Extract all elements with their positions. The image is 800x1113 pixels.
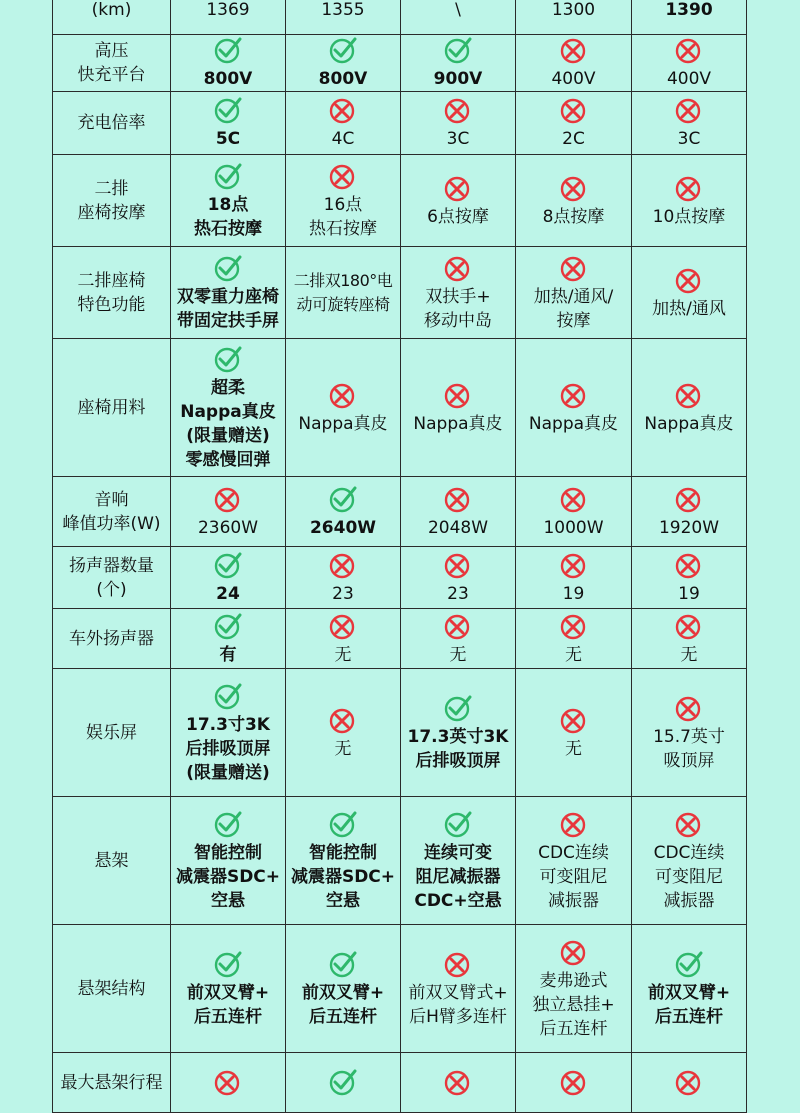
cell-text: 800V bbox=[318, 69, 368, 89]
cell-text: 智能控制 减震器SDC+ 空悬 bbox=[175, 842, 281, 911]
row-label bbox=[53, 669, 171, 797]
cell-text: 智能控制 减震器SDC+ 空悬 bbox=[290, 842, 396, 911]
table-cell bbox=[401, 669, 516, 797]
cell-text: 16点 热石按摩 bbox=[309, 194, 377, 239]
table-cell bbox=[632, 155, 747, 247]
table-cell bbox=[286, 35, 401, 92]
table-cell bbox=[171, 339, 286, 477]
cell-text: 1000W bbox=[543, 517, 604, 538]
cell-text: 2360W bbox=[197, 517, 259, 538]
table-cell bbox=[286, 339, 401, 477]
row-label bbox=[53, 547, 171, 609]
cell-text: 无 bbox=[565, 644, 582, 665]
check-icon bbox=[213, 809, 243, 839]
check-icon bbox=[213, 550, 243, 580]
cross-icon bbox=[443, 253, 473, 283]
cell-text: 800V bbox=[203, 69, 253, 89]
cell-text: 无 bbox=[565, 738, 582, 759]
row-label-text: 最大悬架行程 bbox=[60, 1072, 163, 1093]
cell-text: 前双叉臂+ 后五连杆 bbox=[647, 982, 731, 1027]
cell-text: 3C bbox=[677, 129, 701, 149]
table-cell bbox=[286, 155, 401, 247]
cross-icon bbox=[674, 809, 704, 839]
cross-icon bbox=[674, 1067, 704, 1097]
cross-icon bbox=[674, 693, 704, 723]
table-row bbox=[53, 247, 747, 339]
row-label-text: (km) bbox=[91, 0, 132, 20]
table-cell bbox=[632, 547, 747, 609]
cross-icon bbox=[674, 173, 704, 203]
table-cell bbox=[171, 797, 286, 925]
cell-text: 有 bbox=[219, 644, 237, 665]
cross-icon bbox=[328, 550, 358, 580]
table-row bbox=[53, 155, 747, 247]
table-cell bbox=[632, 925, 747, 1053]
row-label bbox=[53, 797, 171, 925]
table-cell bbox=[632, 609, 747, 669]
cell-text: 无 bbox=[334, 738, 352, 759]
table-cell bbox=[632, 1053, 747, 1113]
cell-text: 2C bbox=[562, 129, 585, 149]
cross-icon bbox=[559, 253, 589, 283]
table-cell bbox=[171, 155, 286, 247]
cell-text: 无 bbox=[334, 644, 352, 665]
table-row bbox=[53, 609, 747, 669]
table-cell bbox=[632, 0, 747, 35]
cell-text: Nappa真皮 bbox=[528, 413, 619, 434]
check-icon bbox=[213, 161, 243, 191]
table-cell bbox=[401, 477, 516, 547]
cross-icon bbox=[443, 380, 473, 410]
table-cell bbox=[171, 92, 286, 155]
table-cell bbox=[171, 0, 286, 35]
cell-text: CDC连续 可变阻尼 减振器 bbox=[538, 842, 609, 911]
table-cell bbox=[401, 609, 516, 669]
cell-text: Nappa真皮 bbox=[644, 413, 734, 434]
cross-icon bbox=[443, 95, 473, 125]
table-cell bbox=[401, 247, 516, 339]
table-cell bbox=[516, 247, 632, 339]
table-cell bbox=[516, 35, 632, 92]
table-cell bbox=[632, 247, 747, 339]
row-label-text: 悬架 bbox=[94, 850, 129, 871]
cross-icon bbox=[674, 380, 704, 410]
cell-text: 400V bbox=[666, 69, 712, 89]
cell-text: 1300 bbox=[551, 0, 596, 20]
table-cell bbox=[632, 669, 747, 797]
cell-text: 1369 bbox=[206, 0, 250, 20]
cell-text: 17.3英寸3K 后排吸顶屏 bbox=[407, 726, 509, 771]
table-cell bbox=[516, 155, 632, 247]
cross-icon bbox=[328, 705, 358, 735]
table-cell bbox=[516, 92, 632, 155]
table-row bbox=[53, 339, 747, 477]
cross-icon bbox=[328, 611, 358, 641]
cross-icon bbox=[559, 550, 589, 580]
cell-text: 无 bbox=[680, 644, 698, 665]
table-row bbox=[53, 925, 747, 1053]
row-label bbox=[53, 477, 171, 547]
table-cell bbox=[286, 925, 401, 1053]
cell-text: 双零重力座椅 带固定扶手屏 bbox=[177, 286, 279, 331]
row-label bbox=[53, 155, 171, 247]
table-cell bbox=[516, 797, 632, 925]
cross-icon bbox=[328, 380, 358, 410]
row-label-text: 扬声器数量 (个) bbox=[69, 555, 154, 600]
cross-icon bbox=[213, 484, 243, 514]
row-label bbox=[53, 247, 171, 339]
table-cell bbox=[401, 35, 516, 92]
table-cell bbox=[632, 477, 747, 547]
row-label-text: 车外扬声器 bbox=[69, 628, 154, 649]
cell-text: 18点 热石按摩 bbox=[194, 194, 262, 239]
table-cell bbox=[632, 797, 747, 925]
table-cell bbox=[286, 247, 401, 339]
table-cell bbox=[401, 925, 516, 1053]
row-label bbox=[53, 35, 171, 92]
check-icon bbox=[213, 611, 243, 641]
table-cell bbox=[632, 35, 747, 92]
cross-icon bbox=[674, 35, 704, 65]
table-cell bbox=[516, 339, 632, 477]
cell-text: 23 bbox=[447, 583, 469, 604]
cross-icon bbox=[559, 611, 589, 641]
check-icon bbox=[328, 809, 358, 839]
row-label-text: 悬架结构 bbox=[77, 978, 146, 999]
check-icon bbox=[213, 253, 243, 283]
cross-icon bbox=[674, 550, 704, 580]
cross-icon bbox=[328, 161, 358, 191]
cross-icon bbox=[674, 611, 704, 641]
cross-icon bbox=[443, 949, 473, 979]
cross-icon bbox=[559, 1067, 589, 1097]
table-cell bbox=[171, 35, 286, 92]
check-icon bbox=[443, 35, 473, 65]
cell-text: 双扶手+ 移动中岛 bbox=[424, 286, 492, 331]
table-cell bbox=[516, 669, 632, 797]
row-label bbox=[53, 339, 171, 477]
cell-text: Nappa真皮 bbox=[413, 413, 503, 434]
cell-text: 4C bbox=[331, 129, 355, 149]
table-cell bbox=[632, 92, 747, 155]
table-cell bbox=[516, 477, 632, 547]
cross-icon bbox=[328, 95, 358, 125]
cell-text: 麦弗逊式 独立悬挂+ 后五连杆 bbox=[532, 970, 615, 1039]
table-cell bbox=[171, 669, 286, 797]
table-row bbox=[53, 35, 747, 92]
check-icon bbox=[328, 35, 358, 65]
check-icon bbox=[674, 949, 704, 979]
check-icon bbox=[213, 35, 243, 65]
cell-text: Nappa真皮 bbox=[298, 413, 388, 434]
table-cell bbox=[401, 155, 516, 247]
cell-text: 前双叉臂+ 后五连杆 bbox=[186, 982, 270, 1027]
check-icon bbox=[328, 949, 358, 979]
row-label-text: 高压 快充平台 bbox=[77, 41, 146, 85]
table-cell bbox=[516, 609, 632, 669]
table-cell bbox=[286, 547, 401, 609]
cell-text: 前双叉臂式+ 后H臂多连杆 bbox=[408, 982, 508, 1027]
table-cell bbox=[286, 797, 401, 925]
table-row bbox=[53, 477, 747, 547]
comparison-table bbox=[52, 0, 747, 1113]
cell-text: 2640W bbox=[309, 517, 377, 538]
check-icon bbox=[213, 949, 243, 979]
cell-text: \ bbox=[455, 0, 461, 20]
row-label-text: 座椅用料 bbox=[77, 397, 146, 418]
cross-icon bbox=[674, 484, 704, 514]
check-icon bbox=[443, 693, 473, 723]
check-icon bbox=[443, 809, 473, 839]
table-cell bbox=[286, 609, 401, 669]
cross-icon bbox=[559, 380, 589, 410]
table-cell bbox=[171, 925, 286, 1053]
row-label bbox=[53, 925, 171, 1053]
cross-icon bbox=[443, 550, 473, 580]
cell-text: 加热/通风 bbox=[652, 298, 726, 319]
table-cell bbox=[401, 547, 516, 609]
check-icon bbox=[213, 681, 243, 711]
row-label-text: 二排 座椅按摩 bbox=[77, 178, 146, 223]
row-label bbox=[53, 609, 171, 669]
table-cell bbox=[286, 92, 401, 155]
table-cell bbox=[516, 925, 632, 1053]
cell-text: 1920W bbox=[658, 517, 720, 538]
table-row bbox=[53, 547, 747, 609]
cell-text: 900V bbox=[433, 69, 483, 89]
table-row bbox=[53, 1053, 747, 1113]
table-cell bbox=[401, 339, 516, 477]
cell-text: CDC连续 可变阻尼 减振器 bbox=[653, 842, 725, 911]
check-icon bbox=[328, 484, 358, 514]
cross-icon bbox=[213, 1067, 243, 1097]
row-label-text: 音响 峰值功率(W) bbox=[62, 489, 161, 534]
cross-icon bbox=[443, 173, 473, 203]
cell-text: 二排双180°电 动可旋转座椅 bbox=[293, 270, 393, 314]
table-cell bbox=[171, 547, 286, 609]
cell-text: 15.7英寸 吸顶屏 bbox=[653, 726, 725, 771]
table-cell bbox=[516, 1053, 632, 1113]
cross-icon bbox=[559, 809, 589, 839]
table-cell bbox=[401, 797, 516, 925]
table-cell bbox=[401, 0, 516, 35]
check-icon bbox=[328, 1067, 358, 1097]
cell-text: 5C bbox=[215, 129, 241, 149]
table-cell bbox=[171, 1053, 286, 1113]
table-cell bbox=[286, 669, 401, 797]
cell-text: 前双叉臂+ 后五连杆 bbox=[301, 982, 385, 1027]
cell-text: 24 bbox=[216, 583, 240, 604]
row-label bbox=[53, 0, 171, 35]
table-cell bbox=[516, 547, 632, 609]
cross-icon bbox=[559, 937, 589, 967]
row-label bbox=[53, 1053, 171, 1113]
cross-icon bbox=[559, 705, 589, 735]
row-label-text: 二排座椅 特色功能 bbox=[77, 270, 146, 315]
table-cell bbox=[286, 1053, 401, 1113]
table-cell bbox=[401, 1053, 516, 1113]
table-cell bbox=[171, 609, 286, 669]
cross-icon bbox=[443, 484, 473, 514]
check-icon bbox=[213, 95, 243, 125]
cross-icon bbox=[559, 173, 589, 203]
cross-icon bbox=[674, 265, 704, 295]
table-cell bbox=[516, 0, 632, 35]
check-icon bbox=[213, 344, 243, 374]
cell-text: 8点按摩 bbox=[542, 206, 605, 227]
cross-icon bbox=[559, 35, 589, 65]
cell-text: 连续可变 阻尼减振器 CDC+空悬 bbox=[414, 842, 502, 911]
cell-text: 23 bbox=[332, 583, 354, 604]
cross-icon bbox=[443, 1067, 473, 1097]
cell-text: 1355 bbox=[321, 0, 365, 20]
cell-text: 6点按摩 bbox=[427, 206, 489, 227]
cell-text: 2048W bbox=[427, 517, 489, 538]
table-row bbox=[53, 669, 747, 797]
table-cell bbox=[286, 477, 401, 547]
row-label-text: 充电倍率 bbox=[77, 113, 146, 133]
table-cell bbox=[171, 477, 286, 547]
cell-text: 17.3寸3K 后排吸顶屏 (限量赠送) bbox=[185, 714, 271, 783]
table-row bbox=[53, 797, 747, 925]
cross-icon bbox=[559, 484, 589, 514]
row-label bbox=[53, 92, 171, 155]
table-cell bbox=[401, 92, 516, 155]
cross-icon bbox=[559, 95, 589, 125]
cell-text: 无 bbox=[449, 644, 467, 665]
cell-text: 10点按摩 bbox=[652, 206, 726, 227]
row-label-text: 娱乐屏 bbox=[86, 722, 137, 743]
table-cell bbox=[632, 339, 747, 477]
table-row bbox=[53, 0, 747, 35]
table-row bbox=[53, 92, 747, 155]
cell-text: 超柔 Nappa真皮 (限量赠送) 零感慢回弹 bbox=[180, 377, 276, 470]
cell-text: 19 bbox=[562, 583, 585, 604]
cell-text: 加热/通风/ 按摩 bbox=[533, 286, 614, 331]
cross-icon bbox=[443, 611, 473, 641]
cross-icon bbox=[674, 95, 704, 125]
table-cell bbox=[286, 0, 401, 35]
cell-text: 19 bbox=[678, 583, 700, 604]
cell-text: 400V bbox=[551, 69, 596, 89]
cell-text: 3C bbox=[446, 129, 470, 149]
cell-text: 1390 bbox=[665, 0, 713, 20]
table-cell bbox=[171, 247, 286, 339]
